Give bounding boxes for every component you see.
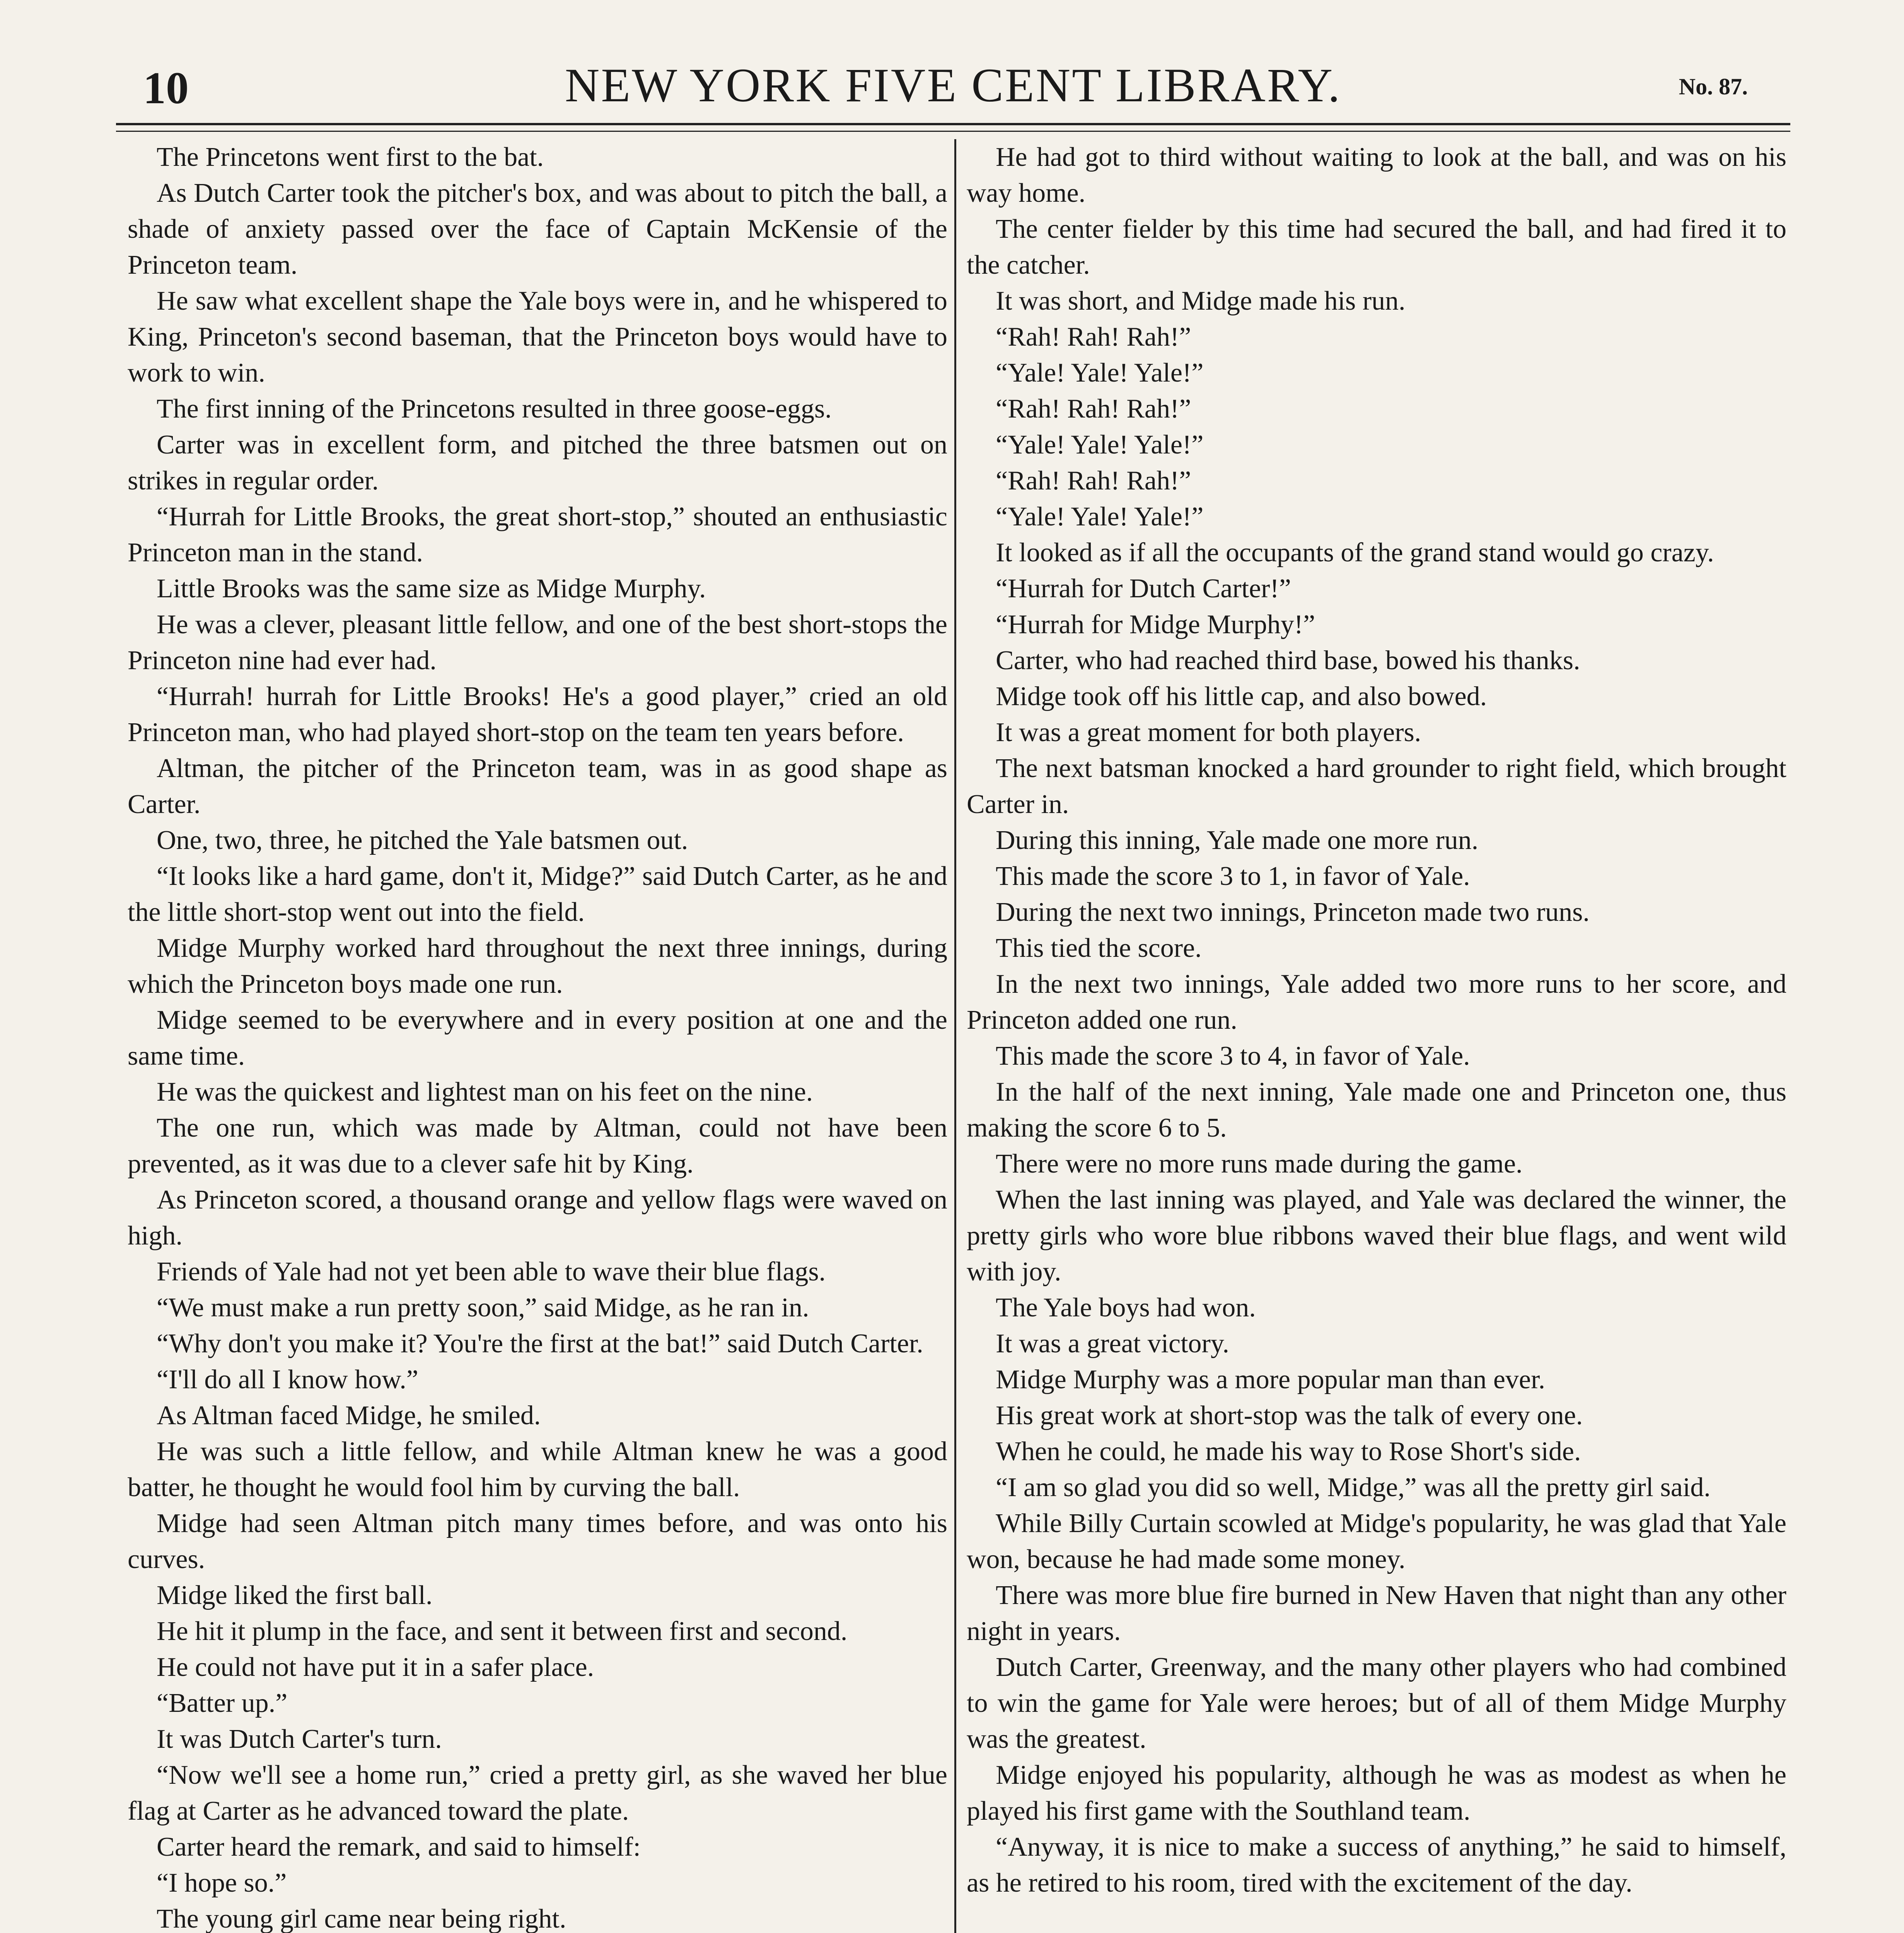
paragraph: “I hope so.” [157, 1868, 287, 1898]
paragraph: Midge enjoyed his popularity, although he was as modest as when he played his first game with the Southland team. [967, 1760, 1786, 1826]
paragraph: His great work at short-stop was the talk of every one. [996, 1401, 1583, 1430]
paragraph: It was a great moment for both players. [996, 718, 1421, 747]
paragraph: “Hurrah for Little Brooks, the great short-stop,” shouted an enthusiastic Princeton man in the stand. [128, 502, 947, 568]
paragraph: This made the score 3 to 4, in favor of Yale. [996, 1041, 1470, 1071]
paragraph: He was such a little fellow, and while Altman knew he was a good batter, he thought he would fool him by curving the ball. [128, 1437, 947, 1502]
paragraph: Midge Murphy worked hard throughout the next three innings, during which the Princeton boys made one run. [128, 933, 947, 999]
paragraph: It looked as if all the occupants of the grand stand would go crazy. [996, 538, 1714, 568]
paragraph: During the next two innings, Princeton made two runs. [996, 897, 1590, 927]
paragraph: He could not have put it in a safer place. [157, 1652, 594, 1682]
paragraph: Carter heard the remark, and said to himself: [157, 1832, 641, 1862]
paragraph: “Why don't you make it? You're the first at the bat!” said Dutch Carter. [157, 1329, 923, 1359]
paragraph: Carter was in excellent form, and pitched the three batsmen out on strikes in regular order. [128, 430, 947, 496]
paragraph: “I'll do all I know how.” [157, 1365, 418, 1394]
paragraph: “It looks like a hard game, don't it, Midge?” said Dutch Carter, as he and the little short-stop went out into the field. [128, 861, 947, 927]
paragraph: When he could, he made his way to Rose Short's side. [996, 1437, 1581, 1466]
paragraph: One, two, three, he pitched the Yale batsmen out. [157, 825, 688, 855]
paragraph: The young girl came near being right. [157, 1904, 566, 1933]
publication-title: NEW YORK FIVE CENT LIBRARY. [565, 59, 1342, 112]
paragraph: “Rah! Rah! Rah!” [996, 322, 1191, 352]
paragraph: He was a clever, pleasant little fellow, and one of the best short-stops the Princeton nine had ever had. [128, 610, 947, 675]
right-column [967, 139, 1786, 1933]
paragraph: It was a great victory. [996, 1329, 1229, 1359]
column-divider [954, 139, 956, 1933]
paragraph: “Batter up.” [157, 1688, 288, 1718]
paragraph: Altman, the pitcher of the Princeton team, was in as good shape as Carter. [128, 753, 947, 819]
paragraph: As Altman faced Midge, he smiled. [157, 1401, 541, 1430]
paragraph: He saw what excellent shape the Yale boys were in, and he whispered to King, Princeton's second baseman, that the Princeton boys would have to work to win. [128, 286, 947, 388]
paragraph: “Hurrah for Dutch Carter!” [996, 574, 1291, 603]
paragraph: Dutch Carter, Greenway, and the many other players who had combined to win the game for Yale were heroes; but of all of them Midge Murphy was the greatest. [967, 1652, 1786, 1754]
paragraph: It was short, and Midge made his run. [996, 286, 1406, 316]
paragraph: The first inning of the Princetons resulted in three goose-eggs. [157, 394, 832, 424]
paragraph: He hit it plump in the face, and sent it between first and second. [157, 1616, 848, 1646]
paragraph: “Hurrah for Midge Murphy!” [996, 610, 1315, 639]
paragraph: The one run, which was made by Altman, could not have been prevented, as it was due to a clever safe hit by King. [128, 1113, 947, 1179]
paragraph: While Billy Curtain scowled at Midge's popularity, he was glad that Yale won, because he had made some money. [967, 1509, 1786, 1574]
paragraph: “Yale! Yale! Yale!” [996, 358, 1204, 388]
paragraph: “Yale! Yale! Yale!” [996, 430, 1204, 460]
paragraph: Little Brooks was the same size as Midge Murphy. [157, 574, 706, 603]
paragraph: In the next two innings, Yale added two more runs to her score, and Princeton added one run. [967, 969, 1786, 1035]
paragraph: This tied the score. [996, 933, 1202, 963]
paragraph: “Yale! Yale! Yale!” [996, 502, 1204, 532]
paragraph: “Hurrah! hurrah for Little Brooks! He's a good player,” cried an old Princeton man, who had played short-stop on the team ten years before. [128, 682, 947, 747]
paragraph: In the half of the next inning, Yale made one and Princeton one, thus making the score 6 to 5. [967, 1077, 1786, 1143]
paragraph: “We must make a run pretty soon,” said Midge, as he ran in. [157, 1293, 809, 1323]
paragraph: The next batsman knocked a hard grounder to right field, which brought Carter in. [967, 753, 1786, 819]
paragraph: “Anyway, it is nice to make a success of anything,” he said to himself, as he retired to his room, tired with the excitement of the day. [967, 1832, 1786, 1898]
paragraph: When the last inning was played, and Yale was declared the winner, the pretty girls who wore blue ribbons waved their blue flags, and went wild with joy. [967, 1185, 1786, 1287]
issue-number: No. 87. [1679, 74, 1748, 99]
paragraph: Friends of Yale had not yet been able to wave their blue flags. [157, 1257, 826, 1287]
paragraph: He had got to third without waiting to look at the ball, and was on his way home. [967, 142, 1786, 208]
page-number: 10 [143, 63, 189, 113]
paragraph: “Rah! Rah! Rah!” [996, 394, 1191, 424]
paragraph: Carter, who had reached third base, bowed his thanks. [996, 646, 1580, 675]
paragraph: As Dutch Carter took the pitcher's box, and was about to pitch the ball, a shade of anxiety passed over the face of Captain McKensie of the Princeton team. [128, 178, 947, 280]
paragraph: This made the score 3 to 1, in favor of Yale. [996, 861, 1470, 891]
paragraph: The Princetons went first to the bat. [157, 142, 544, 172]
paragraph: There were no more runs made during the game. [996, 1149, 1523, 1179]
header-rule-thin [116, 131, 1790, 132]
paragraph: Midge seemed to be everywhere and in every position at one and the same time. [128, 1005, 947, 1071]
paragraph: Midge Murphy was a more popular man than ever. [996, 1365, 1546, 1394]
paragraph: It was Dutch Carter's turn. [157, 1724, 442, 1754]
paragraph: “I am so glad you did so well, Midge,” was all the pretty girl said. [996, 1473, 1711, 1502]
paragraph: As Princeton scored, a thousand orange and yellow flags were waved on high. [128, 1185, 947, 1251]
left-column [128, 139, 947, 1933]
paragraph: “Rah! Rah! Rah!” [996, 466, 1191, 496]
paragraph: The center fielder by this time had secured the ball, and had fired it to the catcher. [967, 214, 1786, 280]
paragraph: “Now we'll see a home run,” cried a pretty girl, as she waved her blue flag at Carter as he advanced toward the plate. [128, 1760, 947, 1826]
paragraph: Midge had seen Altman pitch many times before, and was onto his curves. [128, 1509, 947, 1574]
paragraph: He was the quickest and lightest man on his feet on the nine. [157, 1077, 813, 1107]
paragraph: During this inning, Yale made one more run. [996, 825, 1479, 855]
header-rule [116, 123, 1790, 125]
paragraph: There was more blue fire burned in New Haven that night than any other night in years. [967, 1580, 1786, 1646]
paragraph: Midge liked the first ball. [157, 1580, 433, 1610]
page-header [116, 50, 1790, 128]
paragraph: Midge took off his little cap, and also bowed. [996, 682, 1487, 711]
paragraph: The Yale boys had won. [996, 1293, 1256, 1323]
